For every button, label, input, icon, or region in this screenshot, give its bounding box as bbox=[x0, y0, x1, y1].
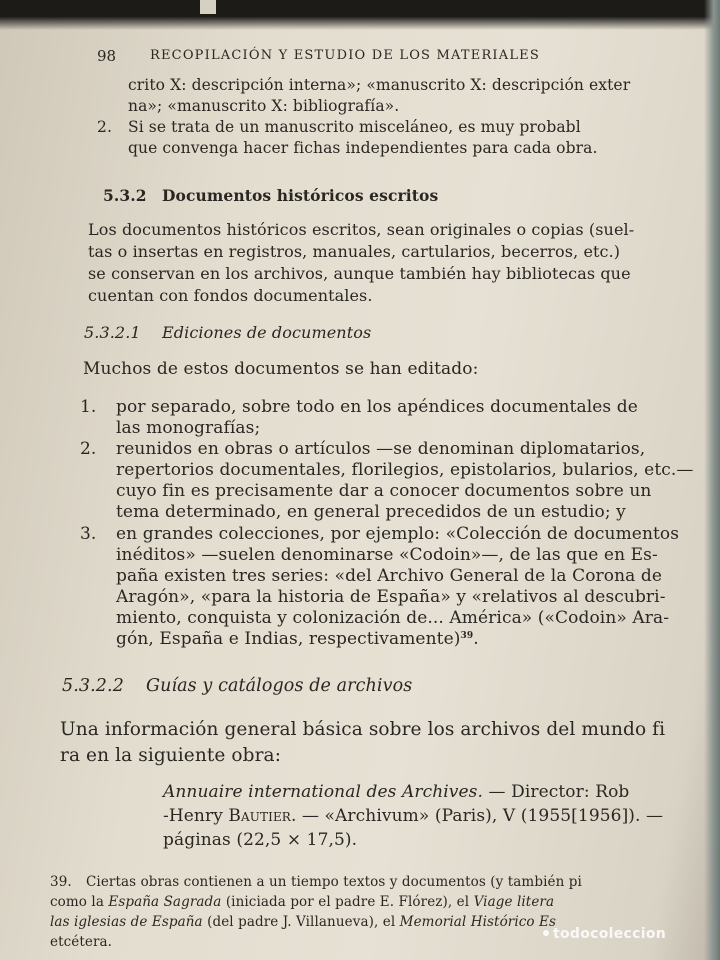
text-line: miento, conquista y colonización de... América» («Codoin» Ara- bbox=[116, 608, 670, 628]
text-line: Los documentos históricos escritos, sean originales o copias (suel- bbox=[88, 220, 635, 239]
subsection-title: Ediciones de documentos bbox=[162, 323, 372, 342]
text-line: por separado, sobre todo en los apéndices documentales de bbox=[116, 397, 638, 417]
footnote-line: como la España Sagrada (iniciada por el padre E. Flórez), el Viage litera bbox=[50, 894, 555, 910]
text-line: tas o insertas en registros, manuales, cartularios, becerros, etc.) bbox=[88, 242, 621, 261]
text-line: cuentan con fondos documentales. bbox=[88, 286, 373, 305]
text-line: Una información general básica sobre los archivos del mundo fi bbox=[60, 719, 666, 740]
section-number: 5.3.2 bbox=[103, 186, 147, 205]
citation-author: Bautier bbox=[228, 806, 291, 826]
watermark-logo: todocoleccion bbox=[543, 926, 666, 942]
top-shadow bbox=[0, 0, 720, 30]
citation-line: -Henry Bautier. — «Archivum» (Paris), V (1955[1956]). — bbox=[163, 806, 664, 826]
section-title: Documentos históricos escritos bbox=[162, 186, 439, 205]
text-line: reunidos en obras o artículos —se denominan diplomatarios, bbox=[116, 439, 646, 459]
subsection-number: 5.3.2.2 bbox=[62, 676, 124, 696]
footnote-number: 39. bbox=[50, 874, 72, 890]
running-title: RECOPILACIÓN Y ESTUDIO DE LOS MATERIALES bbox=[150, 48, 540, 63]
subsection-number: 5.3.2.1 bbox=[84, 323, 141, 342]
text-line: Aragón», «para la historia de España» y «relativos al descubri- bbox=[116, 587, 666, 607]
text-line: crito X: descripción interna»; «manuscrito X: descripción exter bbox=[128, 76, 631, 94]
text-line: na»; «manuscrito X: bibliografía». bbox=[128, 97, 400, 115]
text-line: repertorios documentales, florilegios, epistolarios, bularios, etc.— bbox=[116, 460, 694, 480]
page-edge bbox=[704, 0, 720, 960]
text-line: que convenga hacer fichas independientes para cada obra. bbox=[128, 139, 598, 157]
text-line: Muchos de estos documentos se han editado: bbox=[83, 359, 479, 379]
text-line: tema determinado, en general precedidos de un estudio; y bbox=[116, 502, 626, 522]
list-number: 3. bbox=[80, 524, 97, 544]
text-line: inéditos» —suelen denominarse «Codoin»—, de las que en Es- bbox=[116, 545, 658, 565]
subsection-title: Guías y catálogos de archivos bbox=[146, 676, 413, 696]
list-number: 2. bbox=[80, 439, 97, 459]
page-number: 98 bbox=[97, 47, 117, 65]
text-line: paña existen tres series: «del Archivo General de la Corona de bbox=[116, 566, 663, 586]
text-line: ra en la siguiente obra: bbox=[60, 745, 282, 766]
text-line-with-footnote: gón, España e Indias, respectivamente)$^{39}$. bbox=[116, 629, 479, 649]
text-line: Si se trata de un manuscrito misceláneo, es muy probabl bbox=[128, 118, 581, 136]
text-line: se conservan en los archivos, aunque también hay bibliotecas que bbox=[88, 264, 631, 283]
footnote-ref: 39 bbox=[460, 631, 474, 641]
text-line: cuyo fin es precisamente dar a conocer documentos sobre un bbox=[116, 481, 652, 501]
footnote-line: las iglesias de España (del padre J. Villanueva), el Memorial Histórico Es bbox=[50, 914, 557, 930]
list-number: 2. bbox=[97, 118, 112, 136]
text-line: las monografías; bbox=[116, 418, 261, 438]
text-line: en grandes colecciones, por ejemplo: «Colección de documentos bbox=[116, 524, 680, 544]
footnote-line: etcétera. bbox=[50, 934, 113, 950]
citation-line: Annuaire international des Archives. — Director: Rob bbox=[163, 782, 630, 802]
citation-line: páginas (22,5 × 17,5). bbox=[163, 830, 358, 850]
list-number: 1. bbox=[80, 397, 97, 417]
footnote-line: Ciertas obras contienen a un tiempo textos y documentos (y también pi bbox=[86, 874, 582, 890]
